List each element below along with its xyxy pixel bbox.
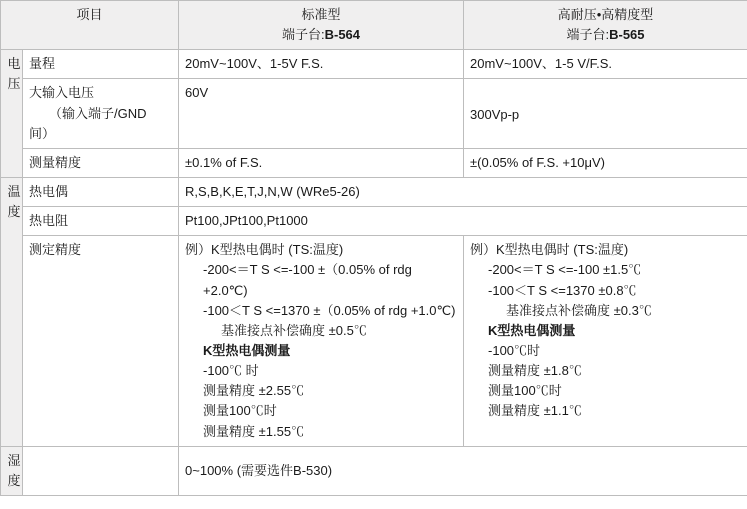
temp-std-line-7: 测量100℃时 — [203, 403, 277, 419]
temp-high-line-6: 测量精度 ±1.8℃ — [488, 363, 582, 379]
row-label-max-input-line1: 大输入电压 — [29, 85, 95, 101]
table-row-max-input — [1, 79, 747, 148]
temp-high-line-4: K型热电偶测量 — [488, 322, 576, 338]
table-row-accuracy — [1, 148, 747, 177]
header-item — [1, 1, 179, 50]
header-standard-terminal-code: B-564 — [324, 27, 361, 43]
cell-range-standard: 20mV~100V、1-5V F.S. — [179, 50, 464, 79]
row-label-temp-accuracy: 测定精度 — [23, 236, 179, 446]
category-voltage-label: 电压 — [7, 56, 21, 92]
temp-std-line-2: -100＜T S <=1370 ±（0.05% of rdg +1.0℃) — [203, 302, 456, 318]
temp-std-line-6: 测量精度 ±2.55℃ — [203, 383, 305, 399]
row-label-max-input-line3: 间） — [29, 125, 56, 141]
category-temperature-label: 温度 — [7, 183, 21, 220]
temp-std-line-8: 测量精度 ±1.55℃ — [203, 423, 305, 439]
temp-std-line-1: -200<＝T S <=-100 ±（0.05% of rdg +2.0℃) — [203, 262, 412, 298]
table-row-range — [1, 50, 747, 79]
table-row-thermocouple — [1, 177, 747, 206]
temp-high-line-5: -100℃时 — [488, 342, 541, 358]
category-temperature — [1, 177, 23, 446]
header-item-label: 项目 — [76, 7, 103, 22]
cell-temp-accuracy-standard — [179, 236, 464, 446]
cell-accuracy-standard: ±0.1% of F.S. — [179, 148, 464, 177]
temp-std-line-4: K型热电偶测量 — [203, 342, 291, 358]
cell-temp-accuracy-high — [464, 236, 747, 446]
table-row-humidity — [1, 446, 747, 495]
cell-humidity-value: 0~100% (需要选件B-530) — [179, 446, 747, 495]
header-high-title: 高耐压•高精度型 — [557, 7, 654, 22]
table-row-temp-accuracy — [1, 236, 747, 446]
header-high-terminal-code: B-565 — [609, 27, 645, 43]
table-header-row — [1, 1, 747, 50]
cell-max-input-high: 300Vp-p — [464, 79, 747, 148]
category-voltage — [1, 50, 23, 178]
temp-high-line-2: -100＜T S <=1370 ±0.8℃ — [488, 282, 637, 298]
header-standard-title: 标准型 — [301, 7, 341, 22]
header-high — [464, 1, 747, 50]
row-label-max-input — [23, 79, 179, 148]
row-label-range: 量程 — [23, 50, 179, 79]
row-label-rtd: 热电阻 — [23, 207, 179, 236]
row-label-humidity — [23, 446, 179, 495]
header-standard — [179, 1, 464, 50]
category-humidity — [1, 446, 23, 495]
cell-max-input-standard: 60V — [179, 79, 464, 148]
temp-std-line-5: -100℃ 时 — [203, 363, 259, 379]
temp-std-line-3: 基准接点补偿确度 ±0.5℃ — [221, 322, 367, 338]
row-label-accuracy: 测量精度 — [23, 148, 179, 177]
temp-high-line-0: 例）K型热电偶时 (TS:温度) — [470, 242, 629, 258]
header-high-terminal: 端子台:B-565 — [566, 27, 645, 43]
cell-rtd-value: Pt100,JPt100,Pt1000 — [179, 207, 747, 236]
cell-accuracy-high: ±(0.05% of F.S. +10μV) — [464, 148, 747, 177]
temp-high-line-3: 基准接点补偿确度 ±0.3℃ — [506, 302, 652, 318]
category-humidity-label: 湿度 — [7, 452, 21, 488]
row-label-max-input-line2: （输入端子/GND — [49, 105, 147, 121]
temp-high-line-1: -200<＝T S <=-100 ±1.5℃ — [488, 262, 642, 278]
temp-high-line-7: 测量100℃时 — [488, 383, 562, 399]
header-standard-terminal: 端子台:B-564 — [281, 27, 361, 43]
temp-std-line-0: 例）K型热电偶时 (TS:温度) — [185, 242, 344, 258]
cell-thermocouple-value: R,S,B,K,E,T,J,N,W (WRe5-26) — [179, 177, 747, 206]
cell-range-high: 20mV~100V、1-5 V/F.S. — [464, 50, 747, 79]
row-label-thermocouple: 热电偶 — [23, 177, 179, 206]
temp-high-line-8: 测量精度 ±1.1℃ — [488, 403, 582, 419]
table-row-rtd — [1, 207, 747, 236]
